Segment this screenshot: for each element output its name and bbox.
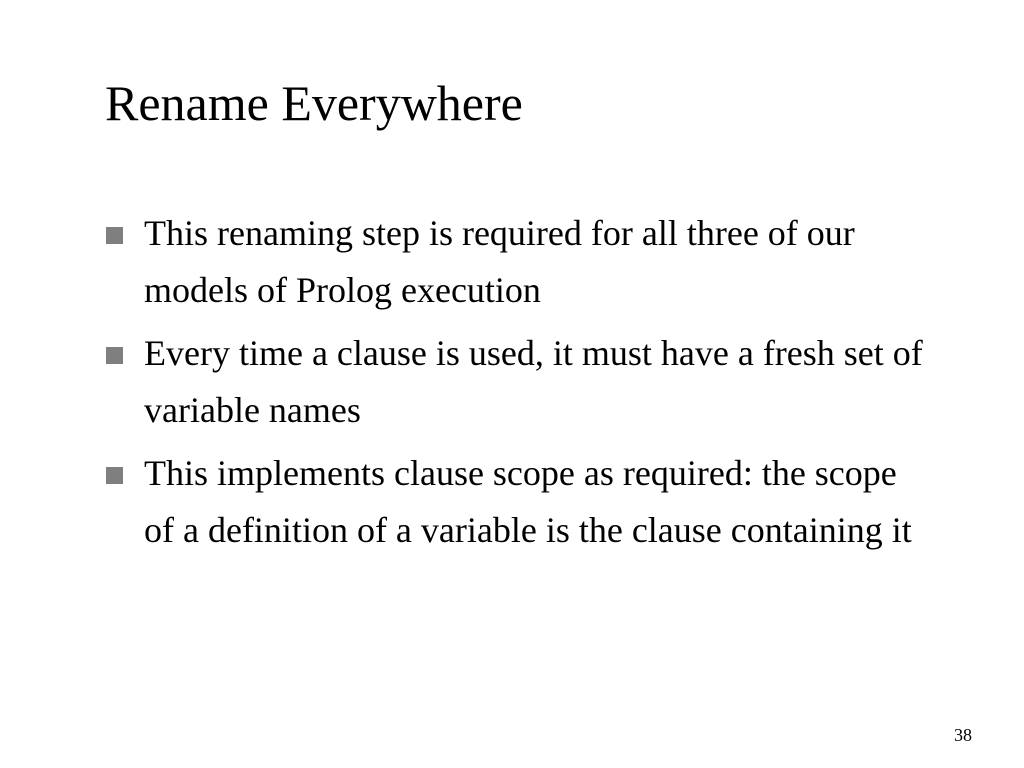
square-bullet-icon (106, 347, 123, 364)
bullet-list (104, 205, 934, 565)
bullet-item (104, 445, 934, 559)
bullet-text: This renaming step is required for all three of our models of Prolog execution (144, 213, 855, 310)
bullet-item (104, 205, 934, 319)
slide-title: Rename Everywhere (105, 75, 523, 131)
square-bullet-icon (106, 467, 123, 484)
slide-number: 38 (954, 725, 972, 745)
bullet-text: Every time a clause is used, it must have a fresh set of variable names (144, 333, 923, 430)
square-bullet-icon (106, 227, 123, 244)
bullet-item (104, 325, 934, 439)
bullet-text: This implements clause scope as required: the scope of a definition of a variable is the clause containing it (144, 453, 912, 550)
